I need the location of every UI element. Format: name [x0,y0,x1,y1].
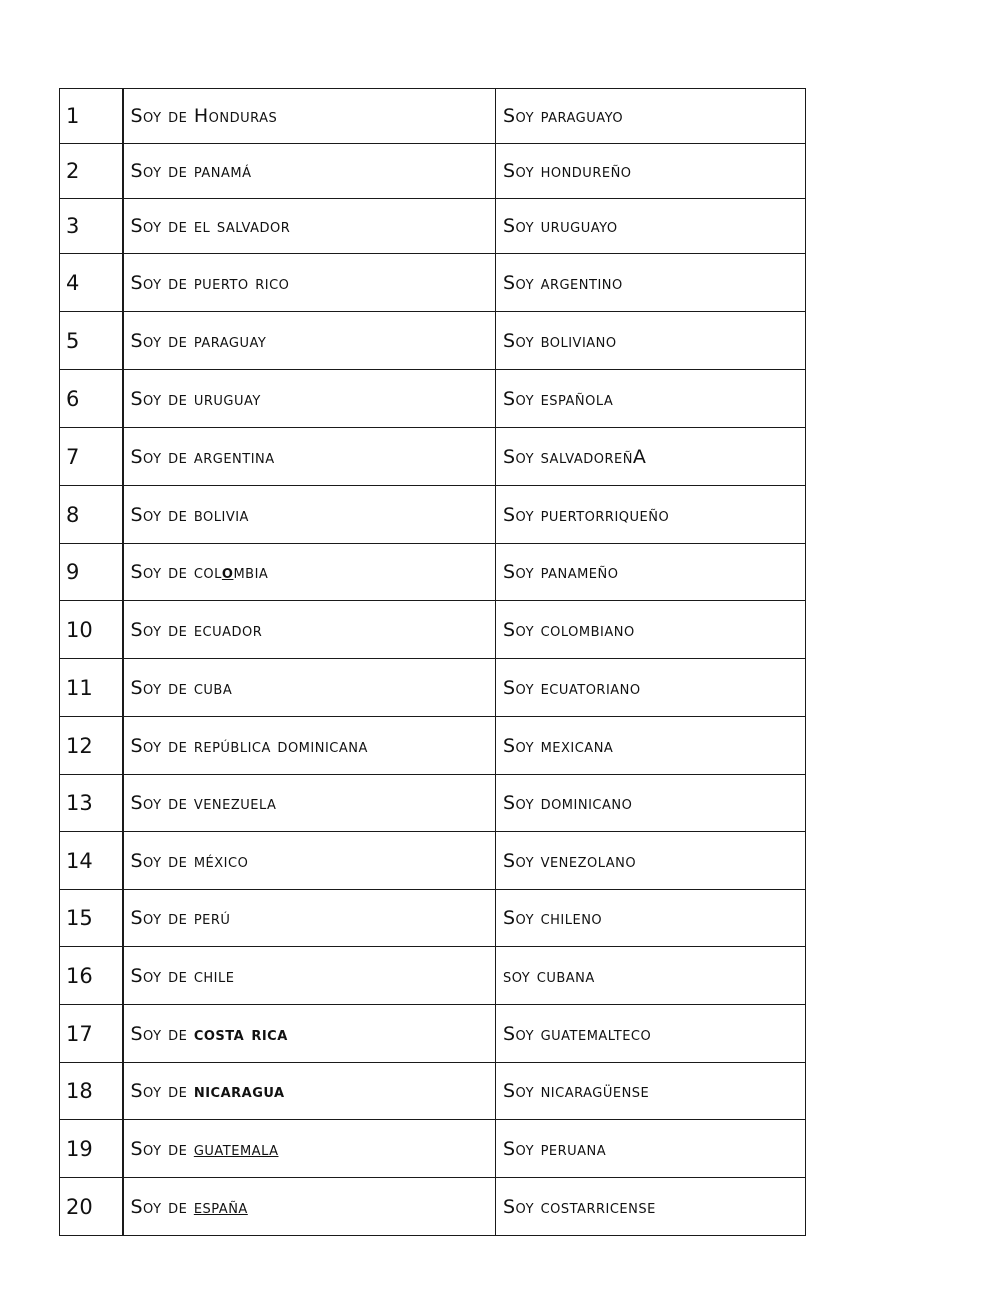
country-name-underlined: o [221,561,234,583]
country-prefix: Soy de [130,849,194,872]
table-row [60,890,806,947]
nationality-cell[interactable]: Soy mexicana [496,717,806,775]
row-number: 6 [60,370,123,428]
nationality-cell[interactable]: Soy paraguayo [496,89,806,144]
country-cell[interactable] [123,1005,496,1063]
nationality-cell[interactable]: Soy boliviano [496,312,806,370]
country-prefix: Soy de [130,445,194,468]
country-prefix: Soy de [130,1080,194,1102]
nationality-cell[interactable]: Soy puertorriqueño [496,486,806,544]
table-row [60,775,806,832]
country-prefix: Soy de [130,215,194,237]
country-name: ecuador [193,618,263,641]
country-name: uruguay [193,387,261,410]
country-name: costa rica [193,1022,288,1045]
table-row [60,254,806,312]
country-name: Honduras [193,105,278,127]
row-number: 5 [60,312,123,370]
country-name: cuba [193,676,233,699]
country-name: el salvador [193,215,291,237]
matching-table [59,88,806,1236]
row-number: 17 [60,1005,123,1063]
country-cell[interactable] [123,254,496,312]
country-cell[interactable] [123,890,496,947]
country-cell[interactable] [123,312,496,370]
country-cell[interactable] [123,717,496,775]
country-cell[interactable] [123,144,496,199]
country-prefix: Soy de [130,503,194,526]
country-prefix: Soy de [130,160,194,182]
country-cell[interactable] [123,1063,496,1120]
row-number: 16 [60,947,123,1005]
table-row [60,370,806,428]
row-number: 13 [60,775,123,832]
nationality-cell[interactable]: Soy hondureño [496,144,806,199]
country-prefix: Soy de [130,1022,194,1045]
nationality-cell[interactable]: Soy peruana [496,1120,806,1178]
table-row [60,832,806,890]
row-number: 14 [60,832,123,890]
country-prefix: Soy de [130,1137,194,1160]
country-cell[interactable] [123,832,496,890]
row-number: 11 [60,659,123,717]
row-number: 20 [60,1178,123,1236]
table-row [60,144,806,199]
country-name: méxico [193,849,249,872]
nationality-cell[interactable]: Soy uruguayo [496,199,806,254]
table-row [60,428,806,486]
table-row [60,947,806,1005]
country-prefix: Soy de [130,271,194,294]
country-cell[interactable] [123,775,496,832]
country-cell[interactable] [123,486,496,544]
row-number: 1 [60,89,123,144]
country-prefix: Soy de [130,618,194,641]
country-prefix: Soy de [130,964,194,987]
table-row [60,486,806,544]
table-row [60,89,806,144]
row-number: 10 [60,601,123,659]
country-name-part2: mbia [233,561,269,583]
country-cell[interactable] [123,199,496,254]
nationality-cell[interactable]: Soy guatemalteco [496,1005,806,1063]
nationality-cell[interactable]: Soy venezolano [496,832,806,890]
table-row [60,544,806,601]
nationality-cell[interactable]: Soy dominicano [496,775,806,832]
nationality-cell[interactable]: Soy panameño [496,544,806,601]
country-prefix: Soy de [130,105,194,127]
table-row [60,1120,806,1178]
table-row [60,601,806,659]
row-number: 19 [60,1120,123,1178]
table-row [60,1005,806,1063]
row-number: 7 [60,428,123,486]
country-prefix: Soy de [130,561,194,583]
nationality-cell[interactable]: Soy costarricense [496,1178,806,1236]
country-cell[interactable] [123,1120,496,1178]
country-prefix: Soy de [130,907,194,929]
row-number: 9 [60,544,123,601]
country-cell[interactable] [123,947,496,1005]
nationality-cell[interactable]: Soy argentino [496,254,806,312]
country-name: españa [193,1195,248,1218]
country-name: paraguay [193,329,267,352]
row-number: 18 [60,1063,123,1120]
country-name: perú [193,907,231,929]
country-name-part1: col [193,561,222,583]
country-prefix: Soy de [130,387,194,410]
country-name: panamá [193,160,252,182]
row-number: 15 [60,890,123,947]
country-cell[interactable] [123,544,496,601]
country-name: república dominicana [193,734,368,757]
table-row [60,1178,806,1236]
country-cell[interactable] [123,89,496,144]
nationality-cell[interactable]: Soy colombiano [496,601,806,659]
table-row [60,199,806,254]
country-name: chile [193,964,235,987]
country-prefix: Soy de [130,329,194,352]
nationality-cell[interactable]: Soy española [496,370,806,428]
nationality-cell[interactable]: soy cubana [496,947,806,1005]
country-cell[interactable] [123,659,496,717]
row-number: 8 [60,486,123,544]
table-row [60,312,806,370]
country-name: guatemala [193,1137,279,1160]
row-number: 4 [60,254,123,312]
country-prefix: Soy de [130,676,194,699]
table-row [60,659,806,717]
country-name: venezuela [193,792,277,814]
nationality-cell[interactable]: Soy salvadoreñA [496,428,806,486]
country-cell[interactable] [123,601,496,659]
table-row [60,1063,806,1120]
nationality-cell[interactable]: Soy chileno [496,890,806,947]
country-prefix: Soy de [130,1195,194,1218]
row-number: 2 [60,144,123,199]
country-name: nicaragua [193,1080,285,1102]
country-name: bolivia [193,503,249,526]
table-row [60,717,806,775]
country-name: argentina [193,445,275,468]
row-number: 3 [60,199,123,254]
country-prefix: Soy de [130,734,194,757]
country-cell[interactable] [123,370,496,428]
row-number: 12 [60,717,123,775]
nationality-cell[interactable]: Soy nicaragüense [496,1063,806,1120]
country-cell[interactable] [123,428,496,486]
country-prefix: Soy de [130,792,194,814]
country-cell[interactable] [123,1178,496,1236]
nationality-cell[interactable]: Soy ecuatoriano [496,659,806,717]
country-name: puerto rico [193,271,290,294]
